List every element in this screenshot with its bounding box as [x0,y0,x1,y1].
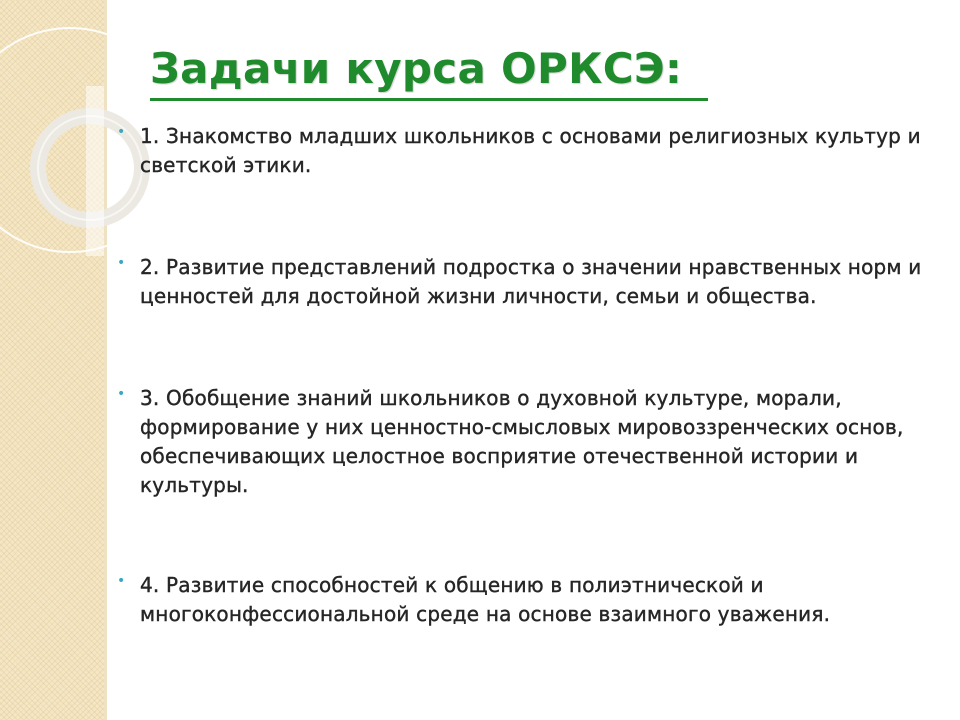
list-item [117,122,956,180]
list-item [117,253,956,311]
task-text: 4. Развитие способностей к общению в полиэтнической и многоконфессиональной среде на основе взаимного уважения. [140,573,831,626]
task-text: 1. Знакомство младших школьников с основами религиозных культур и светской этики. [140,124,921,177]
bullet-icon: • [117,124,126,140]
list-item [117,384,956,500]
bullet-icon: • [117,573,126,589]
bullet-icon: • [117,386,126,402]
slide-title: Задачи курса ОРКСЭ: [150,44,683,93]
bullet-icon: • [117,255,126,271]
title-underline [150,98,708,101]
list-item [117,571,956,629]
task-text: 2. Развитие представлений подростка о значении нравственных норм и ценностей для достойной жизни личности, семьи и общества. [140,255,922,308]
task-text: 3. Обобщение знаний школьников о духовной культуре, морали, формирование у них ценностно-смысловых мировоззренческих основ, обеспечивающих целостное восприятие отечественной истории и культуры. [140,386,904,497]
